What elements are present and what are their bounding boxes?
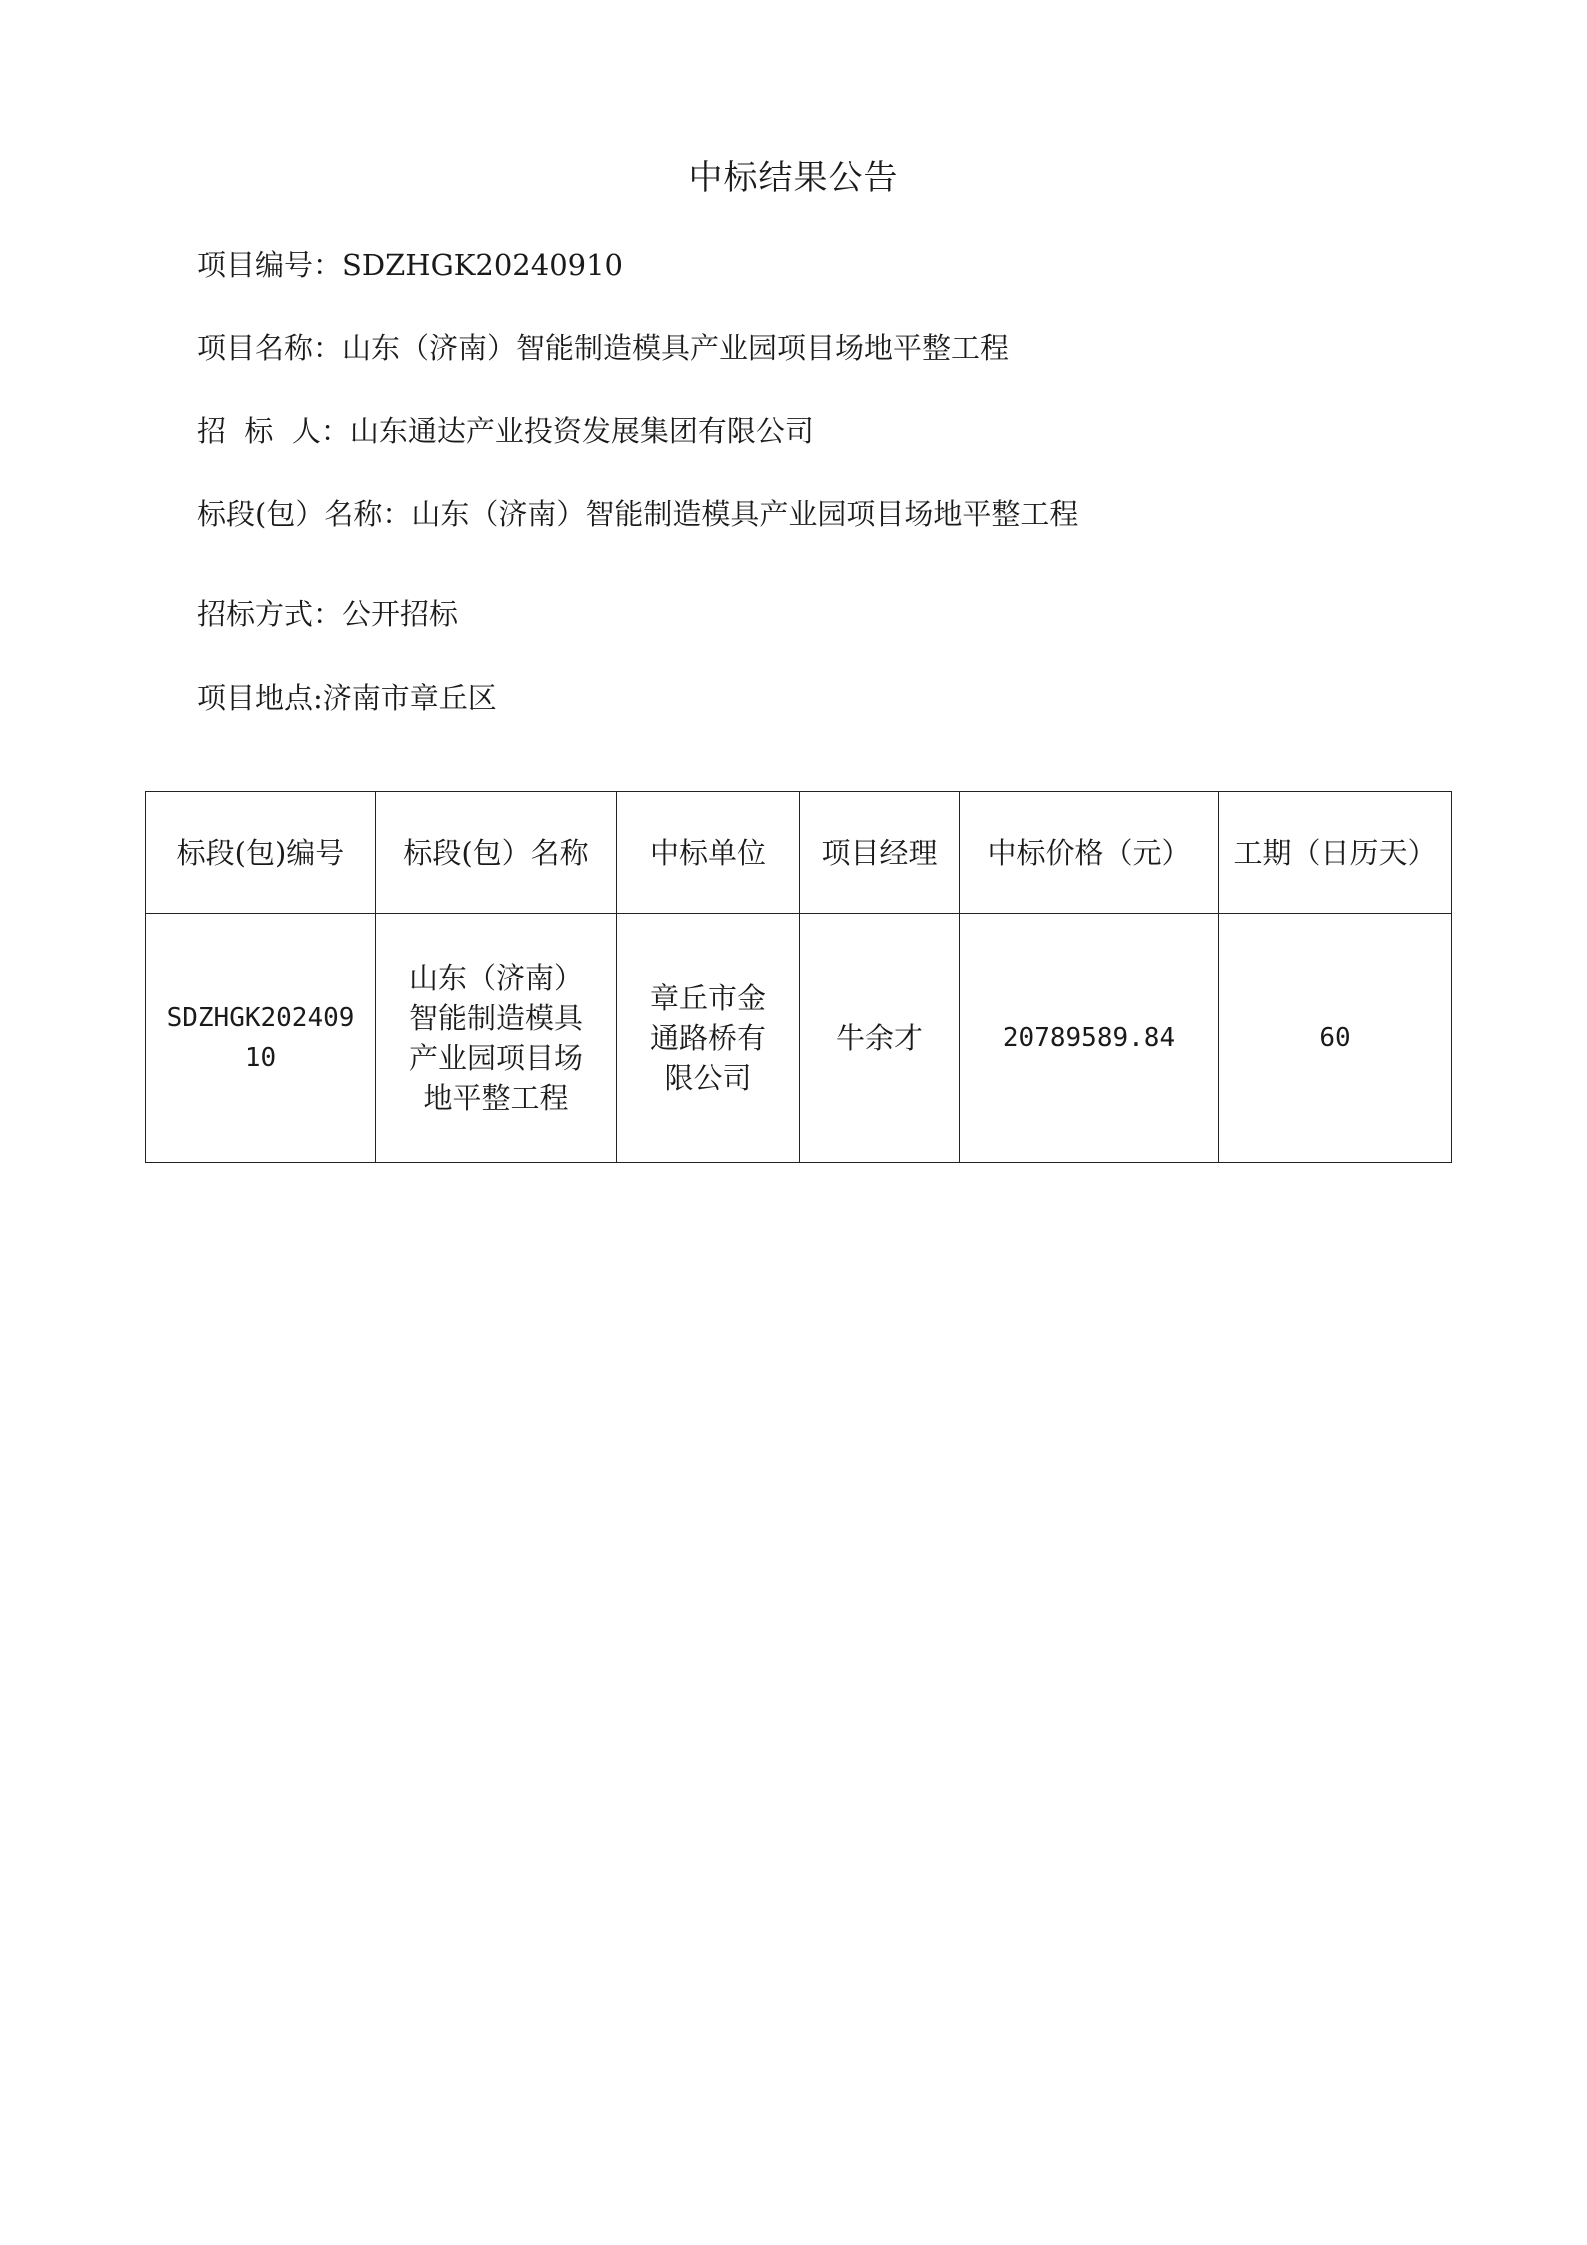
info-value: 山东（济南）智能制造模具产业园项目场地平整工程: [342, 331, 1010, 365]
info-value: 山东通达产业投资发展集团有限公司: [349, 414, 814, 448]
column-header: 标段(包）名称: [376, 792, 617, 914]
cell-lot-number: SDZHGK20240910: [146, 914, 376, 1163]
column-header: 中标价格（元）: [960, 792, 1219, 914]
info-label: 项目名称：: [197, 331, 343, 365]
info-label: 项目地点:: [197, 681, 323, 715]
column-header: 工期（日历天）: [1219, 792, 1452, 914]
column-header: 项目经理: [800, 792, 960, 914]
info-label: 标段(包）名称：: [197, 497, 412, 531]
table-row: [146, 914, 1452, 1163]
info-label: 项目编号：: [197, 248, 343, 282]
column-header: 标段(包)编号: [146, 792, 376, 914]
cell-lot-name: 山东（济南）智能制造模具产业园项目场地平整工程: [376, 914, 617, 1163]
info-label: 招 标 人：: [197, 414, 350, 448]
info-tenderer: [197, 412, 814, 450]
info-label: 招标方式：: [197, 597, 343, 631]
table-header-row: [146, 792, 1452, 914]
cell-price: 20789589.84: [960, 914, 1219, 1163]
info-lot-name: [197, 495, 1078, 533]
info-project-name: [197, 329, 1009, 367]
info-project-number: [197, 246, 623, 284]
column-header: 中标单位: [617, 792, 800, 914]
info-value: 济南市章丘区: [322, 681, 497, 715]
cell-winning-bidder: 章丘市金通路桥有限公司: [617, 914, 800, 1163]
results-table: [145, 791, 1452, 1163]
document-title: 中标结果公告: [688, 158, 899, 198]
cell-project-manager: 牛余才: [800, 914, 960, 1163]
info-value: 山东（济南）智能制造模具产业园项目场地平整工程: [411, 497, 1079, 531]
cell-duration: 60: [1219, 914, 1452, 1163]
info-value: SDZHGK20240910: [342, 248, 624, 282]
info-value: 公开招标: [342, 597, 459, 631]
info-project-location: [197, 679, 497, 717]
info-tender-method: [197, 595, 458, 633]
